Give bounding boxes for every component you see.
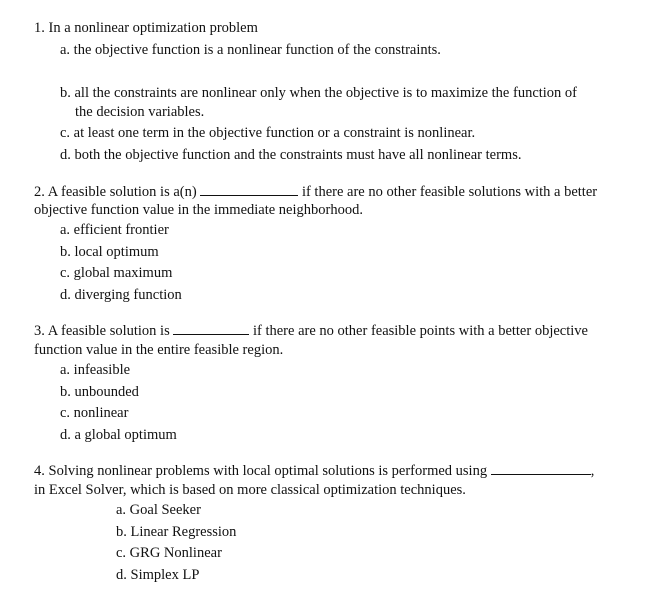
question-1-option-c: c. at least one term in the objective function or a constraint is nonlinear. [60, 125, 476, 141]
question-4-option-a: a. Goal Seeker [116, 502, 201, 518]
question-3-option-d: d. a global optimum [60, 427, 177, 443]
question-4-stem-after: , [590, 463, 595, 479]
question-3-stem-line2: function value in the entire feasible region. [34, 342, 284, 358]
question-4-option-d: d. Simplex LP [116, 567, 200, 583]
question-3-answer-blank [173, 322, 249, 335]
question-1-option-d: d. both the objective function and the constraints must have all nonlinear terms. [60, 147, 522, 163]
question-4-option-c: c. GRG Nonlinear [116, 545, 222, 561]
question-2-stem-line2: objective function value in the immediate neighborhood. [34, 202, 363, 218]
question-4-option-b: b. Linear Regression [116, 524, 237, 540]
question-2-stem-before: 2. A feasible solution is a(n) [34, 184, 197, 200]
question-1-option-a: a. the objective function is a nonlinear function of the constraints. [60, 42, 441, 58]
question-3-stem [34, 322, 588, 340]
question-4-stem [34, 462, 594, 480]
question-4-answer-blank [491, 462, 591, 475]
question-3-option-b: b. unbounded [60, 384, 139, 400]
question-3-option-a: a. infeasible [60, 362, 131, 378]
question-2-stem-after: if there are no other feasible solutions with a better [301, 184, 598, 200]
question-1-option-b-continuation: the decision variables. [75, 104, 205, 120]
question-4-stem-before: 4. Solving nonlinear problems with local optimal solutions is performed using [34, 463, 488, 479]
question-2-stem [34, 183, 597, 201]
question-2-option-a: a. efficient frontier [60, 222, 169, 238]
question-2-option-b: b. local optimum [60, 244, 159, 260]
question-1-option-b: b. all the constraints are nonlinear only when the objective is to maximize the function of [60, 85, 578, 101]
question-3-stem-before: 3. A feasible solution is [34, 323, 170, 339]
question-3-stem-after: if there are no other feasible points with a better objective [252, 323, 588, 339]
question-2-option-c: c. global maximum [60, 265, 173, 281]
question-2-answer-blank [200, 183, 298, 196]
question-3-option-c: c. nonlinear [60, 405, 129, 421]
question-2-option-d: d. diverging function [60, 287, 182, 303]
question-4-stem-line2: in Excel Solver, which is based on more classical optimization techniques. [34, 482, 466, 498]
question-1-stem: 1. In a nonlinear optimization problem [34, 20, 258, 36]
